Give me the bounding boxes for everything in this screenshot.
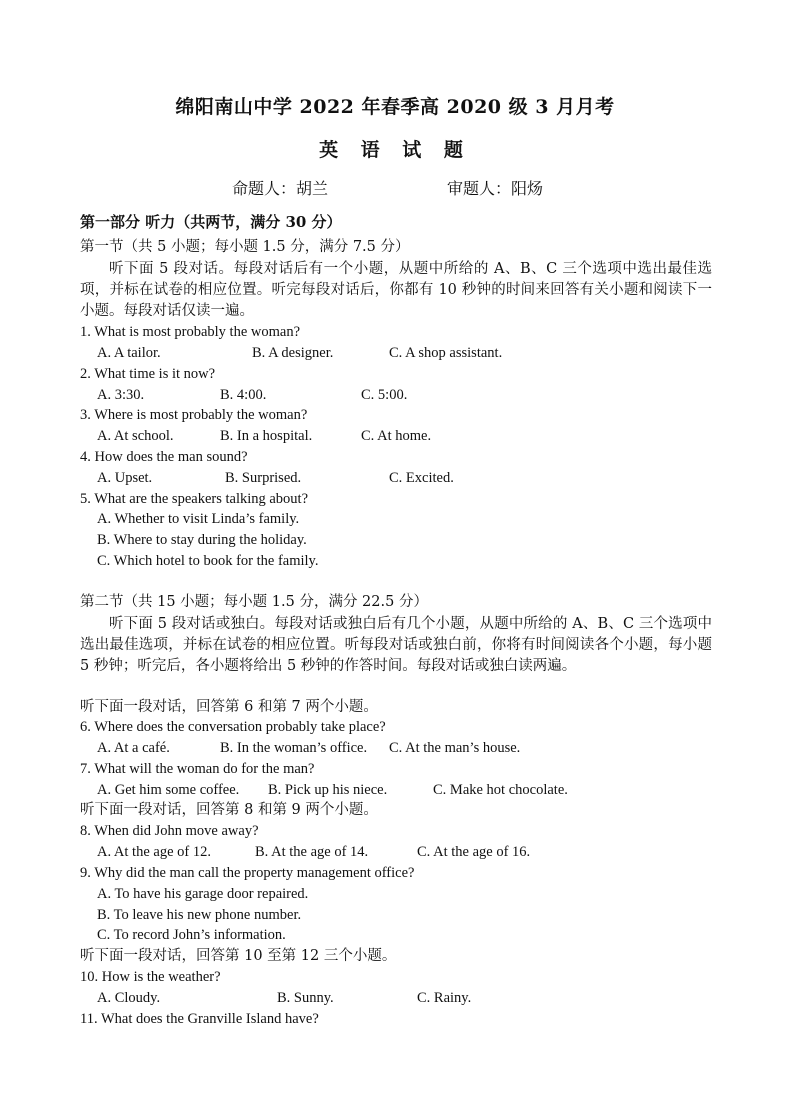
q8-option-b: B. At the age of 14.: [255, 844, 369, 860]
section2-heading: 第二节（共 15 小题；每小题 1.5 分，满分 22.5 分）: [80, 594, 428, 610]
section1-instructions: 听下面 5 段对话。每段对话后有一个小题，从题中所给的 A、B、C 三个选项中选出最佳选项，并标在试卷的相应位置。听完每段对话后，你都有 10 秒钟的时间来回答有关小题和阅读下一小题。每段对话仅读一遍。: [80, 261, 712, 319]
section1-heading: 第一节（共 5 小题；每小题 1.5 分，满分 7.5 分）: [80, 239, 410, 255]
q9-option-c: C. To record John’s information.: [97, 927, 286, 943]
dialogue-lead-10-12: 听下面一段对话，回答第 10 至第 12 三个小题。: [80, 948, 397, 964]
part1-heading: 第一部分 听力（共两节，满分 30 分）: [80, 213, 342, 231]
q4-option-a: A. Upset.: [97, 470, 153, 486]
question-1: 1. What is most probably the woman?: [80, 324, 301, 340]
q4-option-c: C. Excited.: [389, 470, 454, 486]
question-6: 6. Where does the conversation probably take place?: [80, 719, 386, 735]
q6-option-a: A. At a café.: [97, 740, 170, 756]
q4-option-b: B. Surprised.: [225, 470, 302, 486]
q2-option-c: C. 5:00.: [361, 387, 408, 403]
setter-credit: 命题人：胡兰: [232, 179, 329, 198]
q10-option-b: B. Sunny.: [277, 990, 334, 1006]
q1-option-c: C. A shop assistant.: [389, 345, 503, 361]
q3-option-a: A. At school.: [97, 428, 174, 444]
q10-option-a: A. Cloudy.: [97, 990, 161, 1006]
dialogue-lead-8-9: 听下面一段对话，回答第 8 和第 9 两个小题。: [80, 802, 378, 818]
q6-option-b: B. In the woman’s office.: [220, 740, 368, 756]
question-3: 3. Where is most probably the woman?: [80, 407, 308, 423]
exam-subtitle: 英 语 试 题: [319, 139, 471, 161]
exam-title: 绵阳南山中学 2022 年春季高 2020 级 3 月月考: [175, 96, 615, 118]
q10-option-c: C. Rainy.: [417, 990, 472, 1006]
q3-option-b: B. In a hospital.: [220, 428, 313, 444]
q8-option-c: C. At the age of 16.: [417, 844, 531, 860]
question-4: 4. How does the man sound?: [80, 449, 248, 465]
q1-option-b: B. A designer.: [252, 345, 334, 361]
q7-option-c: C. Make hot chocolate.: [433, 782, 568, 798]
q1-option-a: A. A tailor.: [97, 345, 161, 361]
question-7: 7. What will the woman do for the man?: [80, 761, 315, 777]
reviewer-credit: 审题人：阳炀: [447, 179, 544, 198]
question-2: 2. What time is it now?: [80, 366, 216, 382]
q3-option-c: C. At home.: [361, 428, 432, 444]
dialogue-lead-6-7: 听下面一段对话，回答第 6 和第 7 两个小题。: [80, 699, 378, 715]
section2-instructions: 听下面 5 段对话或独白。每段对话或独白后有几个小题，从题中所给的 A、B、C 三个选项中选出最佳选项，并标在试卷的相应位置。听每段对话或独白前，你将有时间阅读各个小题，每小题 5 秒钟；听完后，各小题将给出 5 秒钟的作答时间。每段对话或独白读两遍。: [80, 616, 712, 674]
q2-option-b: B. 4:00.: [220, 387, 267, 403]
question-11: 11. What does the Granville Island have?: [80, 1011, 319, 1027]
q7-option-b: B. Pick up his niece.: [268, 782, 388, 798]
q8-option-a: A. At the age of 12.: [97, 844, 211, 860]
question-8: 8. When did John move away?: [80, 823, 259, 839]
q2-option-a: A. 3:30.: [97, 387, 145, 403]
question-9: 9. Why did the man call the property management office?: [80, 865, 415, 881]
q6-option-c: C. At the man’s house.: [389, 740, 521, 756]
q9-option-a: A. To have his garage door repaired.: [97, 886, 309, 902]
q5-option-c: C. Which hotel to book for the family.: [97, 553, 319, 569]
q5-option-b: B. Where to stay during the holiday.: [97, 532, 307, 548]
question-5: 5. What are the speakers talking about?: [80, 491, 309, 507]
question-10: 10. How is the weather?: [80, 969, 221, 985]
q9-option-b: B. To leave his new phone number.: [97, 907, 302, 923]
q7-option-a: A. Get him some coffee.: [97, 782, 240, 798]
q5-option-a: A. Whether to visit Linda’s family.: [97, 511, 300, 527]
